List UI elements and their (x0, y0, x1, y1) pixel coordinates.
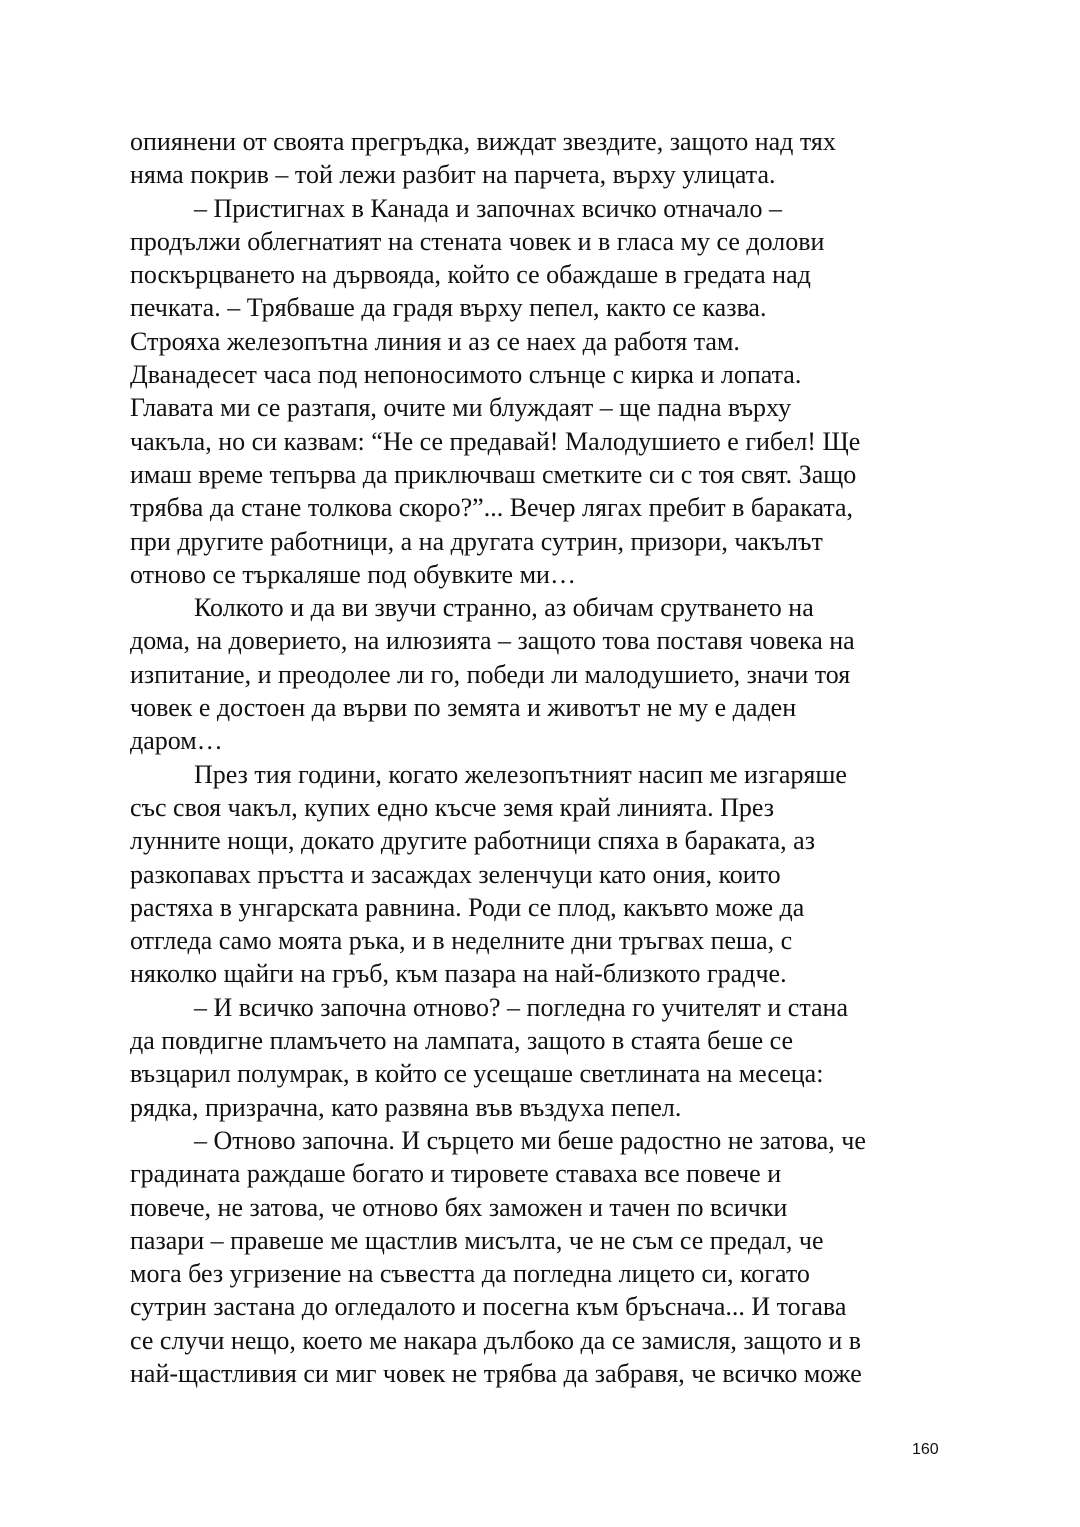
text-line: поскърцването на дървояда, който се обаждаше в гредата над (130, 260, 811, 290)
text-line: трябва да стане толкова скоро?”... Вечер лягах пребит в бараката, (130, 493, 854, 523)
text-line: – Пристигнах в Канада и започнах всичко отначало – (194, 193, 783, 223)
text-line: изпитание, и преодолее ли го, победи ли малодушието, значи тоя (130, 659, 851, 689)
text-line: През тия години, когато железопътният насип ме изгаряше (194, 759, 847, 789)
text-line: няма покрив – той лежи разбит на парчета, върху улицата. (130, 160, 776, 190)
text-line: Колкото и да ви звучи странно, аз обичам срутването на (194, 593, 814, 623)
text-line: рядка, призрачна, като развяна във въздуха пепел. (130, 1092, 682, 1122)
text-line: да повдигне пламъчето на лампата, защото в стаята беше се (130, 1026, 794, 1056)
text-line: растяха в унгарската равнина. Роди се плод, какъвто може да (130, 892, 805, 922)
body-text (130, 125, 960, 1390)
text-line: повече, не затова, че отново бях заможен и тачен по всички (130, 1192, 788, 1222)
text-line: възцарил полумрак, в който се усещаше светлината на месеца: (130, 1059, 824, 1089)
text-line: имаш време тепърва да приключваш сметките си с тоя свят. Защо (130, 459, 857, 489)
text-line: опиянени от своята прегръдка, виждат звездите, защото над тях (130, 127, 836, 156)
page-number: 160 (912, 1441, 939, 1458)
text-line: отново се търкаляше под обувките ми… (130, 559, 576, 589)
text-line: – И всичко започна отново? – погледна го учителят и стана (194, 992, 848, 1022)
text-line: човек е достоен да върви по земята и животът не му е даден (130, 693, 797, 723)
text-line: лунните нощи, докато другите работници спяха в бараката, аз (130, 826, 815, 856)
text-line: при другите работници, а на другата сутрин, призори, чакълът (130, 526, 823, 556)
text-line: продължи облегнатият на стената човек и в гласа му се долови (130, 226, 825, 256)
text-line: печката. – Трябваше да градя върху пепел, както се казва. (130, 293, 767, 323)
text-line: разкопавах пръстта и засаждах зеленчуци като ония, които (130, 859, 781, 889)
text-line: се случи нещо, което ме накара дълбоко да се замисля, защото и в (130, 1325, 862, 1355)
text-line: най-щастливия си миг човек не трябва да забравя, че всичко може (130, 1358, 862, 1388)
text-line: със своя чакъл, купих едно късче земя край линията. През (130, 792, 775, 822)
text-line: чакъла, но си казвам: “Не се предавай! Малодушието е гибел! Ще (130, 426, 861, 456)
text-line: отгледа само моята ръка, и в неделните дни тръгвах пеша, с (130, 926, 793, 956)
text-line: – Отново започна. И сърцето ми беше радостно не затова, че (194, 1125, 866, 1155)
text-line: Главата ми се разтапя, очите ми блуждаят – ще падна върху (130, 393, 792, 423)
text-line: дома, на доверието, на илюзията – защото това поставя човека на (130, 626, 855, 656)
text-line: сутрин застана до огледалото и посегна към бръснача... И тогава (130, 1292, 847, 1322)
text-line: няколко щайги на гръб, към пазара на най-близкото градче. (130, 959, 787, 989)
text-line: даром… (130, 726, 223, 756)
text-line: градината раждаше богато и тировете ставаха все повече и (130, 1159, 782, 1189)
text-line: Строяха железопътна линия и аз се наех да работя там. (130, 326, 740, 356)
text-line: пазари – правеше ме щастлив мисълта, че не съм се предал, че (130, 1225, 824, 1255)
text-line: Дванадесет часа под непоносимото слънце с кирка и лопата. (130, 360, 802, 390)
text-line: мога без угризение на съвестта да погледна лицето си, когато (130, 1259, 810, 1289)
